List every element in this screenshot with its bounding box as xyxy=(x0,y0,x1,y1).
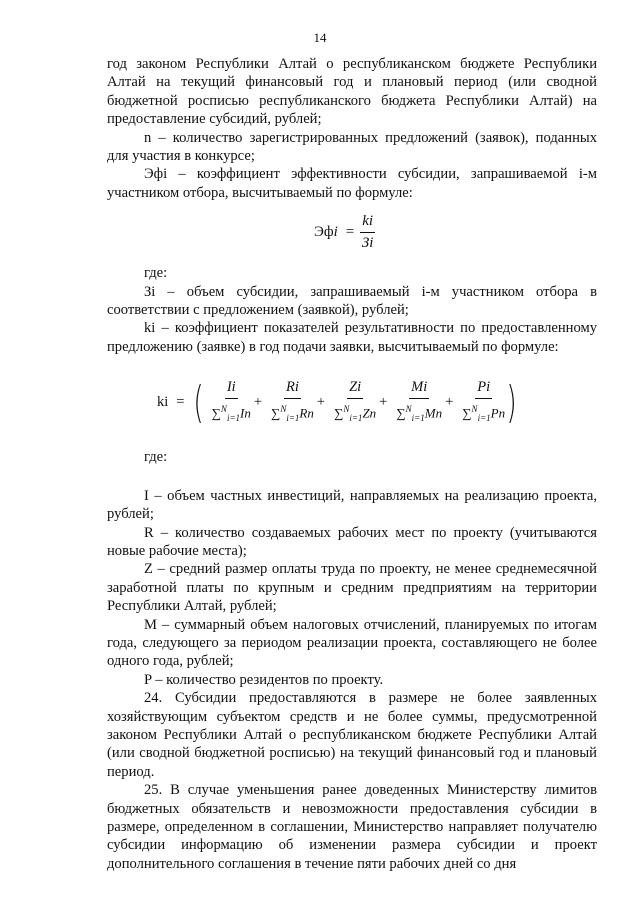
paragraph: P – количество резидентов по проекту. xyxy=(144,671,384,688)
sum-var: Pn xyxy=(490,405,506,421)
plus-sign: + xyxy=(445,394,454,411)
sum-var: Zn xyxy=(362,405,377,421)
sum-upper: N xyxy=(220,403,227,414)
term-denominator xyxy=(334,399,376,427)
sum-symbol: ∑ xyxy=(211,405,221,421)
term-denominator xyxy=(396,399,442,427)
sum-var: In xyxy=(240,405,251,421)
page-number: 14 xyxy=(313,30,327,45)
formula-equals: = xyxy=(345,223,355,240)
formula-term xyxy=(462,378,505,427)
paragraph: M – суммарный объем налоговых отчислений, планируемых по итогам года, следующего за периодом реализации проекта, составляющего не более одного года, рублей; xyxy=(107,616,597,670)
where-label: где: xyxy=(144,265,168,282)
plus-sign: + xyxy=(316,394,326,411)
paragraph: I – объем частных инвестиций, направляемых на реализацию проекта, рублей; xyxy=(107,487,597,523)
sum-lower: i=1 xyxy=(286,412,300,423)
fraction-denominator: Зi xyxy=(361,234,374,251)
plus-sign: + xyxy=(379,394,388,411)
sum-symbol: ∑ xyxy=(271,405,281,421)
formula-lhs: Эф xyxy=(314,223,334,240)
paragraph: Эфi – коэффициент эффективности субсидии, запрашиваемой i-м участником отбора, высчитываемый по формуле: xyxy=(107,166,597,201)
paragraph: 24. Субсидии предоставляются в размере не более заявленных хозяйствующим субъектом средств и не более суммы, предусмотренной законом Республики Алтай о республиканском бюджете Республики Алтай (или сводной бюджетной росписью) на текущий финансовый год и плановый период. xyxy=(107,690,597,780)
sum-upper: N xyxy=(343,403,350,414)
document-body xyxy=(107,55,597,873)
term-numerator: Pi xyxy=(475,378,492,398)
plus-sign: + xyxy=(253,394,263,411)
formula-term xyxy=(334,378,376,427)
formula-term xyxy=(212,378,251,427)
paragraph: n – количество зарегистрированных предложений (заявок), поданных для участия в конкурсе; xyxy=(107,129,597,165)
term-numerator: Mi xyxy=(409,378,429,398)
paragraph: год законом Республики Алтай о республиканском бюджете Республики Алтай на текущий финансовый год и плановый период (или сводной бюджетной росписью республиканского бюджета Республики Алтай) на предоставление субсидий, рублей; xyxy=(107,56,597,128)
term-denominator xyxy=(271,399,314,427)
efficiency-formula xyxy=(107,202,597,264)
paragraph: R – количество создаваемых рабочих мест по проекту (учитываются новые рабочие места); xyxy=(107,524,597,559)
left-paren: ( xyxy=(193,376,205,428)
formula-lhs: ki xyxy=(157,394,169,411)
sum-lower: i=1 xyxy=(349,412,363,423)
term-denominator xyxy=(212,399,251,427)
sum-lower: i=1 xyxy=(226,412,241,423)
formula-equals: = xyxy=(176,394,185,411)
fraction-numerator: ki xyxy=(360,212,375,232)
formula-term xyxy=(396,378,442,427)
paragraph: Зi – объем субсидии, запрашиваемый i-м участником отбора в соответствии с предложением (заявкой), рублей; xyxy=(107,283,597,319)
paragraph: ki – коэффициент показателей результативности по предоставленному предложению (заявке) в год подачи заявки, высчитываемый по формуле: xyxy=(107,320,597,355)
formula-fraction xyxy=(360,212,375,252)
formula-lhs-var: i xyxy=(333,223,338,240)
where-label: где: xyxy=(144,449,168,466)
term-numerator: Zi xyxy=(347,378,363,398)
term-numerator: Ii xyxy=(225,378,238,398)
term-numerator: Ri xyxy=(284,378,301,398)
sum-lower: i=1 xyxy=(477,412,491,423)
sum-upper: N xyxy=(405,403,412,414)
sum-symbol: ∑ xyxy=(334,405,344,421)
sum-var: Rn xyxy=(299,405,314,421)
sum-var: Mn xyxy=(424,405,443,421)
paragraph: 25. В случае уменьшения ранее доведенных Министерству лимитов бюджетных обязательств и невозможности предоставления субсидии в размере, определенном в соглашении, Министерство направляет получателю субсидии информацию об изменении размера субсидии и проект дополнительного соглашения в течение пяти рабочих дней со дня xyxy=(107,782,597,872)
sum-upper: N xyxy=(471,403,478,414)
sum-upper: N xyxy=(280,403,287,414)
sum-symbol: ∑ xyxy=(396,405,406,421)
formula-term xyxy=(271,378,314,427)
right-paren: ) xyxy=(506,376,517,428)
sum-lower: i=1 xyxy=(411,412,425,423)
sum-symbol: ∑ xyxy=(462,405,472,421)
term-denominator xyxy=(462,399,505,427)
performance-coefficient-formula xyxy=(107,372,597,438)
paragraph: Z – средний размер оплаты труда по проекту, не менее среднемесячной заработной платы по крупным и средним предприятиям на территории Республики Алтай, рублей; xyxy=(107,561,597,615)
